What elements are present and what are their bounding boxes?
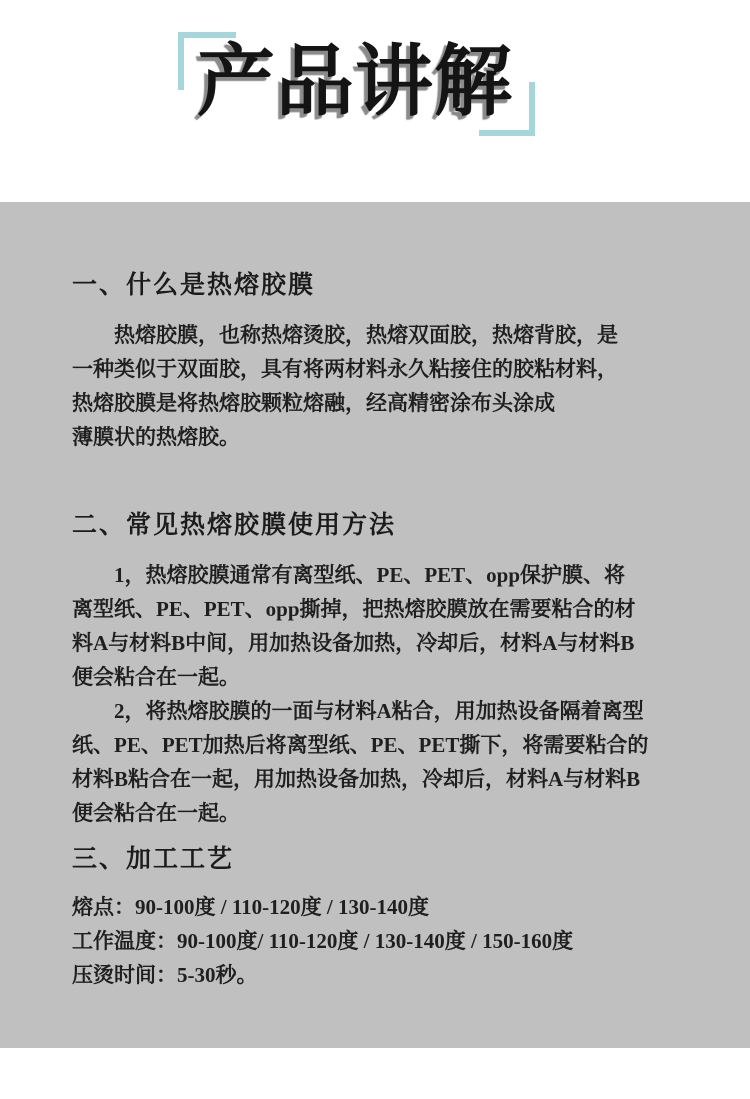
text-line: 纸、PE、PET加热后将离型纸、PE、PET撕下，将需要粘合的 xyxy=(72,733,649,757)
section-heading: 二、常见热熔胶膜使用方法 xyxy=(72,511,397,539)
section-heading: 三、加工工艺 xyxy=(72,845,235,873)
text-line: 1，热熔胶膜通常有离型纸、PE、PET、opp保护膜、将 xyxy=(114,563,626,587)
text-line: 离型纸、PE、PET、opp撕掉，把热熔胶膜放在需要粘合的材 xyxy=(72,597,636,621)
section-processing-technology xyxy=(72,844,695,992)
spec-melting-point: 熔点：90-100度 / 110-120度 / 130-140度 xyxy=(72,895,429,919)
text-line: 热熔胶膜，也称热熔烫胶，热熔双面胶，热熔背胶，是 xyxy=(114,323,618,347)
text-line: 一种类似于双面胶，具有将两材料永久粘接住的胶粘材料， xyxy=(72,357,618,381)
section-heading: 一、什么是热熔胶膜 xyxy=(72,271,316,299)
text-line: 便会粘合在一起。 xyxy=(72,801,240,825)
section-usage-methods xyxy=(72,510,695,830)
spec-working-temperature: 工作温度：90-100度/ 110-120度 / 130-140度 / 150-160度 xyxy=(72,929,574,953)
page-title: 产品讲解 xyxy=(197,37,514,125)
text-line: 便会粘合在一起。 xyxy=(72,665,240,689)
text-line: 2，将热熔胶膜的一面与材料A粘合，用加热设备隔着离型 xyxy=(114,699,644,723)
title-block xyxy=(0,0,750,202)
content-panel xyxy=(0,202,750,1048)
text-line: 薄膜状的热熔胶。 xyxy=(72,425,240,449)
spec-list xyxy=(72,890,695,992)
spec-press-time: 压烫时间：5-30秒。 xyxy=(72,963,258,987)
text-line: 材料B粘合在一起，用加热设备加热，冷却后，材料A与材料B xyxy=(72,767,641,791)
text-line: 热熔胶膜是将热熔胶颗粒熔融，经高精密涂布头涂成 xyxy=(72,391,555,415)
paragraph xyxy=(72,318,695,454)
paragraph xyxy=(72,558,695,694)
text-line: 料A与材料B中间，用加热设备加热，冷却后，材料A与材料B xyxy=(72,631,635,655)
paragraph xyxy=(72,694,695,830)
section-what-is-hot-melt-film xyxy=(72,270,695,454)
